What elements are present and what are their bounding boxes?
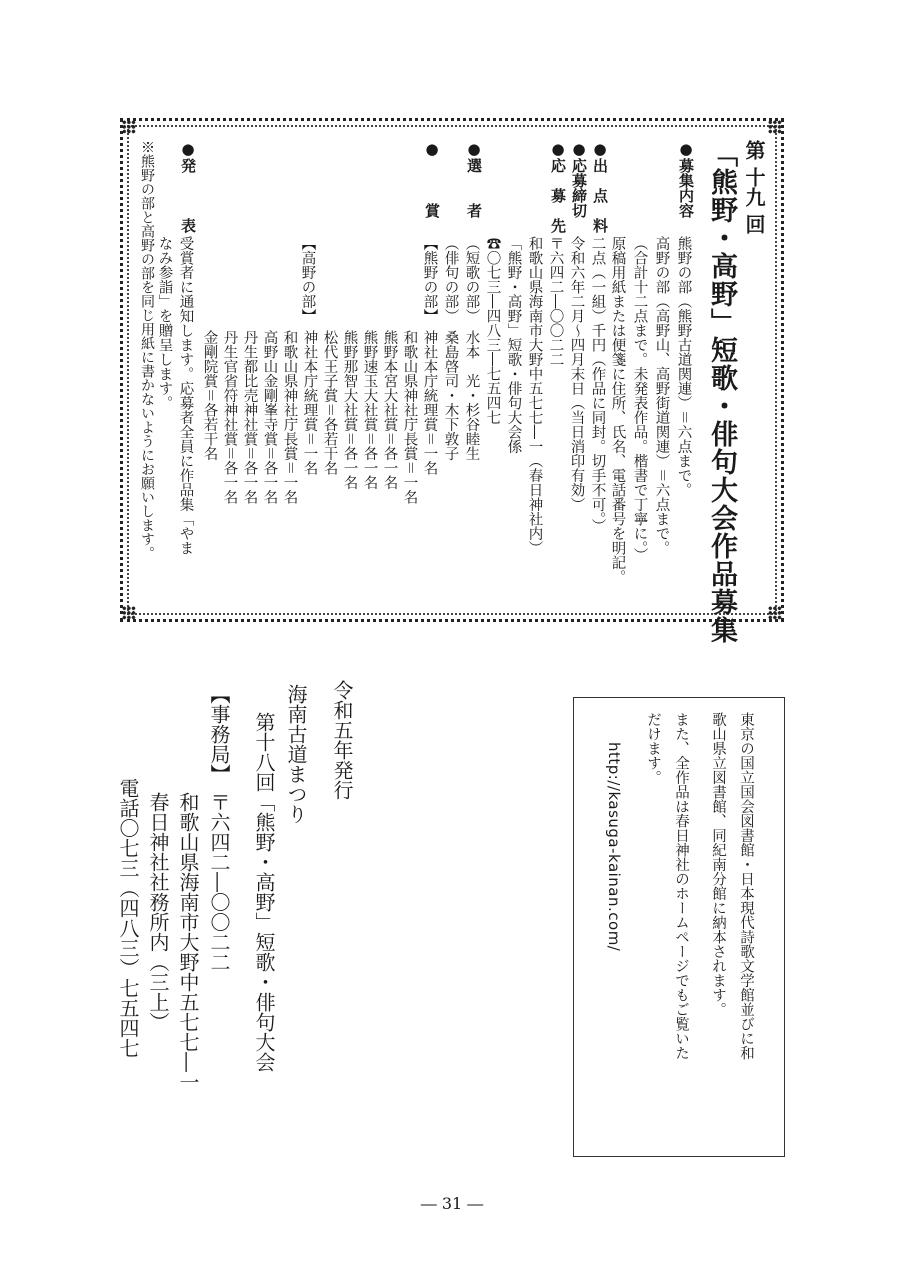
label-content: ●募集内容 [677,140,695,218]
kumano-award: 神社本庁統理賞＝一名 [421,330,438,475]
content-line: 原稿用紙または便箋に住所、氏名、電話番号を明記。 [609,236,626,584]
judges-line: （俳句の部） 桑島啓司・木下敦子 [442,236,459,461]
frame-corner-ornament [122,606,136,620]
frame-corner-ornament [122,120,136,134]
publisher-name: 海南古道まつり [284,684,308,824]
announce-line: なみ参詣」を贈呈します。 [156,236,173,410]
label-judges: ●選 者 [465,140,483,218]
kumano-heading: 【熊野の部】 [421,236,438,323]
notice-line: 東京の国立国会図書館・日本現代詩歌文学館並びに和 [738,712,754,1060]
koya-award: 金剛院賞＝各若干名 [201,330,218,461]
deadline-text: 令和六年二月～四月末日（当日消印有効） [568,236,585,512]
office-postal: 〒六四二―〇〇二二 [207,792,231,972]
office-label: 【事務局】 [207,684,231,784]
label-fee: ●出 点 料 [591,140,609,233]
page-number: ― 31 ― [420,1194,484,1213]
judges-line: （短歌の部） 水本 光・杉谷睦生 [463,236,480,461]
event-name: 第十八回「熊野・高野」短歌・俳句大会 [252,712,276,1072]
koya-award: 丹生都比売神社賞＝各一名 [241,330,258,504]
koya-award: 高野山金剛峯寺賞＝各一名 [261,330,278,504]
edition-number: 第 十九 回 [742,140,766,234]
content-line: 高野の部（高野山、高野街道関連）＝六点まで。 [653,236,670,555]
koya-heading: 【高野の部】 [299,236,316,323]
koya-award: 丹生官省符神社賞＝各一名 [221,330,238,504]
kumano-award: 熊野本宮大社賞＝各一名 [381,330,398,490]
kumano-award: 熊野那智大社賞＝各一名 [341,330,358,490]
office-phone: 電話〇七三（四八三）七五四七 [116,778,140,1058]
call-title: 「熊野・高野」短歌・俳句大会作品募集 [706,140,737,644]
office-care-of: 春日神社社務所内（三上） [146,792,170,1032]
office-address: 和歌山県海南市大野中五七七―一 [176,792,200,1092]
koya-award: 和歌山県神社庁長賞＝一名 [281,330,298,504]
kumano-award: 和歌山県神社庁長賞＝一名 [401,330,418,504]
content-line: 熊野の部（熊野古道関連）＝六点まで。 [675,236,692,497]
content-line: （合計十二点まで。未発表作品。楷書で丁寧に。） [631,236,648,563]
frame-corner-ornament [768,120,782,134]
label-announce: ●発 表 [179,140,197,233]
label-deadline: ●応募締切 [570,140,588,218]
kumano-award: 熊野速玉大社賞＝各一名 [361,330,378,490]
notice-line: だけます。 [645,712,661,785]
notice-line: 歌山県立図書館、同紀南分館に納本されます。 [710,712,726,1017]
address-line: 〒六四二―〇〇二二 [547,236,564,367]
koya-award: 神社本庁統理賞＝一名 [301,330,318,475]
homepage-link[interactable]: http://kasuga-kainan.com/ [605,742,623,952]
address-line: 「熊野・高野」短歌・俳句大会係 [505,236,522,454]
call-note: ※熊野の部と高野の部を同じ用紙に書かないようにお願いします。 [139,140,155,560]
kumano-award: 松代王子賞＝各若干名 [321,330,338,475]
label-awards: ● 賞 [423,140,441,218]
address-line: 和歌山県海南市大野中五七七―一（春日神社内） [526,236,543,555]
announce-line: 受賞者に通知します。応募者全員に作品集「やま [177,236,194,555]
label-address: ●応 募 先 [549,140,567,233]
notice-line: また、全作品は春日神社のホームページでもご覧いた [673,712,689,1060]
phone-line: ☎〇七三―四八三―七五四七 [484,236,501,425]
issued-date: 令和五年発行 [330,680,354,800]
frame-corner-ornament [768,606,782,620]
fee-text: 二点（一組）千円（作品に同封。切手不可。） [589,236,606,534]
